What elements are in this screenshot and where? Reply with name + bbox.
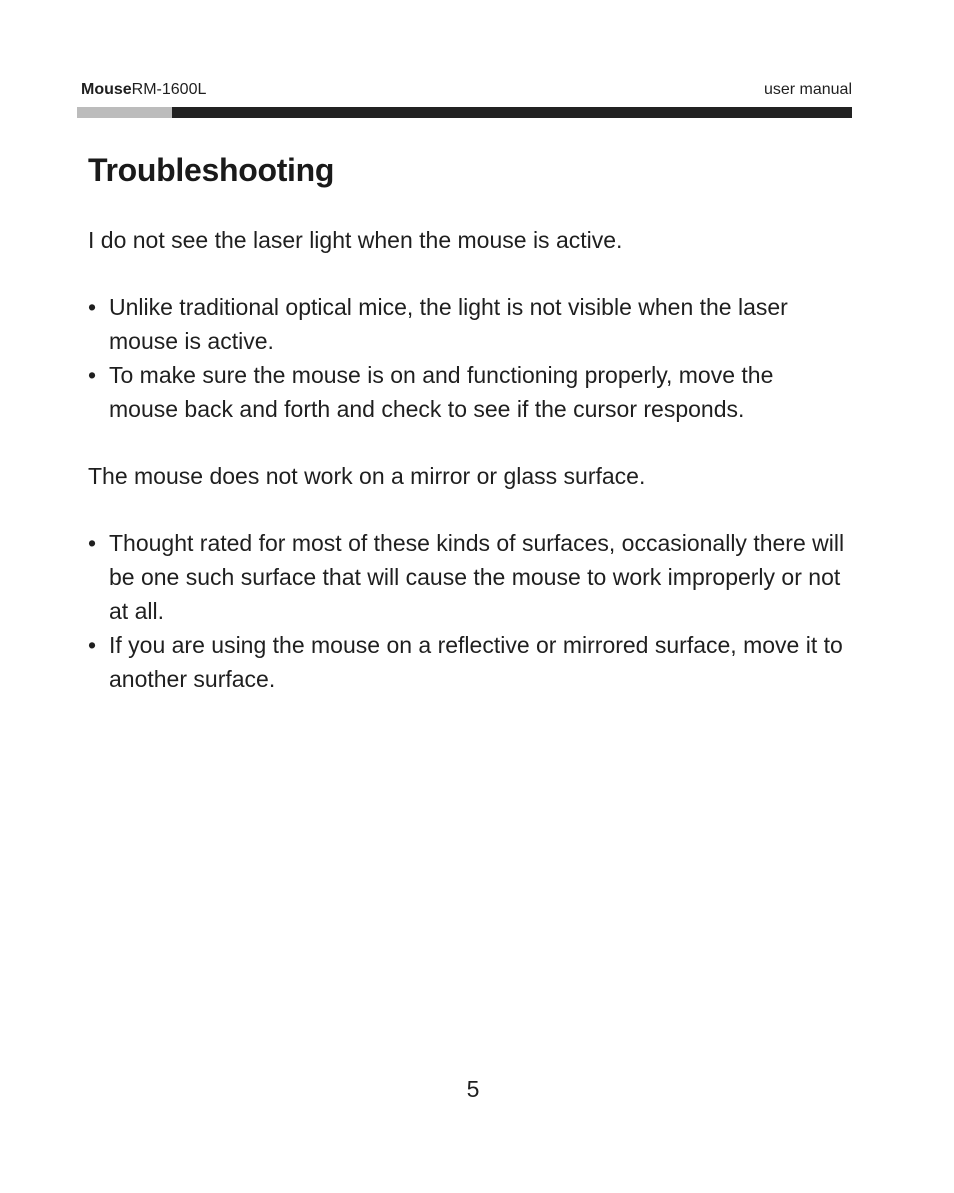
product-name [81,80,206,100]
header-rule-light-segment [77,107,172,118]
model-number: RM-1600L [131,81,207,98]
bullet-icon: • [88,530,97,556]
header-rule-dark-segment [172,107,852,118]
answer-list [88,526,848,696]
running-header [81,80,852,102]
answer-text: If you are using the mouse on a reflective or mirrored surface, move it to another surface. [109,632,843,692]
answer-item [88,290,848,358]
bullet-icon: • [88,294,97,320]
header-rule [77,107,852,118]
answer-text: To make sure the mouse is on and functioning properly, move the mouse back and forth and check to see if the cursor responds. [109,362,774,422]
answer-item [88,358,848,426]
answer-list [88,290,848,426]
page-content [88,150,848,696]
answer-item [88,628,848,696]
page-title: Troubleshooting [88,152,335,188]
troubleshooting-question: The mouse does not work on a mirror or glass surface. [88,463,646,489]
page-number: 5 [466,1076,480,1102]
troubleshooting-question: I do not see the laser light when the mouse is active. [88,227,623,253]
answer-text: Unlike traditional optical mice, the light is not visible when the laser mouse is active. [109,294,788,354]
bullet-icon: • [88,632,97,658]
answer-text: Thought rated for most of these kinds of surfaces, occasionally there will be one such surface that will cause the mouse to work improperly or not at all. [109,530,845,624]
document-type: user manual [763,81,852,98]
answer-item [88,526,848,628]
brand-name: Mouse [81,81,132,98]
bullet-icon: • [88,362,97,388]
